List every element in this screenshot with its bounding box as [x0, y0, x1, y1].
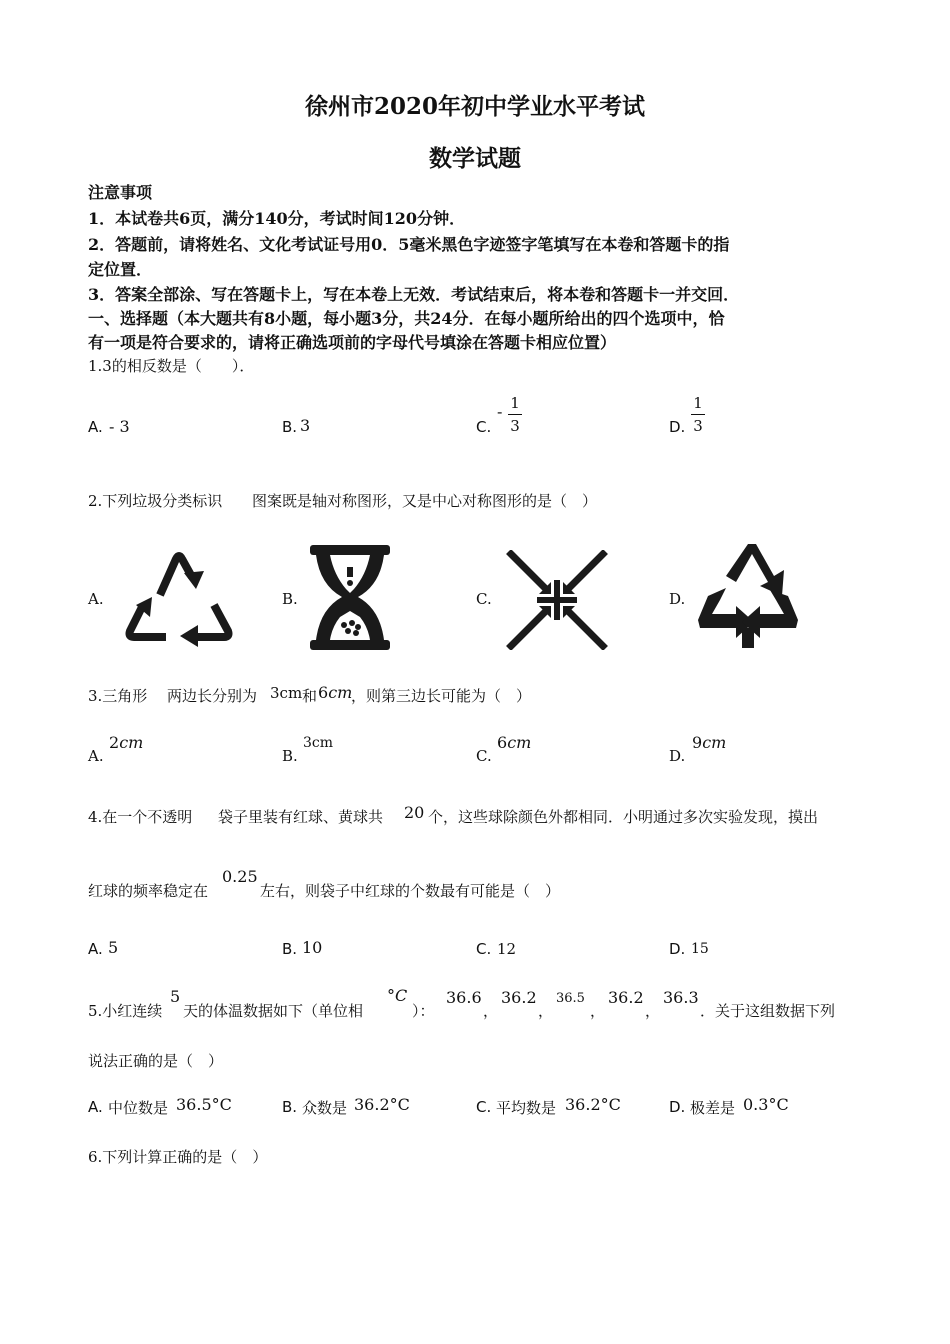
question-1-stem: 1.3的相反数是（ ）．	[88, 357, 255, 375]
question-5-stem-b: 天的体温数据如下（单位相	[183, 1002, 364, 1020]
q1-option-d-fraction	[691, 394, 705, 435]
q1-option-b-label: B.	[282, 418, 298, 436]
question-3-stem-a: 3.三角形	[88, 687, 148, 705]
q5-comma-3: ，	[590, 1002, 606, 1020]
question-4-line-2-b: 左右，则袋子中红球的个数最有可能是（ ）	[260, 882, 561, 900]
notice-item-1: 1．本试卷共6页，满分140分，考试时间120分钟．	[88, 209, 466, 228]
page-subtitle: 数学试题	[429, 145, 521, 172]
question-4-stem-b: 袋子里装有红球、黄球共	[218, 808, 384, 826]
question-2-stem-b: 图案既是轴对称图形，又是中心对称图形的是（ ）	[252, 492, 598, 510]
notice-item-3: 3．答案全部涂、写在答题卡上，写在本卷上无效．考试结束后，将本卷和答题卡一并交回．	[88, 285, 740, 304]
q4-option-b-label: B.	[282, 940, 298, 958]
q1-option-b-value: 3	[300, 416, 311, 435]
q4-frequency: 0.25	[222, 867, 258, 886]
question-5-line-2: 说法正确的是（ ）	[88, 1052, 224, 1070]
q5-option-b-value: 36.2°C	[354, 1095, 410, 1114]
question-5-stem-c: ）：	[412, 1002, 435, 1020]
q5-days: 5	[170, 987, 181, 1006]
q3-and: 和	[302, 687, 318, 705]
q4-option-c-value: 12	[497, 940, 517, 958]
arrow-triangle-icon	[696, 540, 800, 652]
question-2-stem-a: 2.下列垃圾分类标识	[88, 492, 223, 510]
q3-option-c-label: C.	[476, 747, 492, 765]
q2-option-d-label: D.	[669, 590, 686, 608]
q2-option-c-label: C.	[476, 590, 492, 608]
q3-option-b-value: 3cm	[303, 735, 334, 751]
q4-option-a-label: A.	[88, 940, 103, 958]
q5-temp-2: 36.2	[501, 988, 537, 1007]
q5-temp-4: 36.2	[608, 988, 644, 1007]
q1-option-c-sign: -	[497, 402, 503, 421]
recycle-triangle-icon	[120, 545, 238, 647]
q1-option-d-label: D.	[669, 418, 686, 436]
q3-length-2	[318, 683, 352, 702]
q3-option-d-label: D.	[669, 747, 686, 765]
q4-option-b-value: 10	[302, 938, 323, 957]
section-heading-line-1: 一、选择题（本大题共有8小题，每小题3分，共24分．在每小题所给出的四个选项中，恰	[88, 309, 725, 328]
q5-option-a-label: A.	[88, 1098, 103, 1116]
q3-option-a-number: 2	[109, 733, 120, 752]
q1-option-c-label: C.	[476, 418, 492, 436]
q2-option-b-label: B.	[282, 590, 298, 608]
q3-option-c-value	[497, 733, 531, 752]
q1-option-d-numerator: 1	[693, 394, 703, 412]
q3-option-d-number: 9	[692, 733, 703, 752]
q5-option-c-value: 36.2°C	[565, 1095, 621, 1114]
question-3-stem-c: ，则第三边长可能为（ ）	[351, 687, 532, 705]
question-6-stem: 6.下列计算正确的是（ ）	[88, 1148, 268, 1166]
q2-option-a-label: A.	[88, 590, 104, 608]
q3-option-a-label: A.	[88, 747, 104, 765]
section-heading-line-2: 有一项是符合要求的，请将正确选项前的字母代号填涂在答题卡相应位置）	[88, 333, 617, 352]
q5-comma-1: ，	[483, 1002, 499, 1020]
question-5-stem-a: 5.小红连续	[88, 1002, 163, 1020]
question-4-stem-c: 个，这些球除颜色外都相同．小明通过多次实验发现，摸出	[428, 808, 819, 826]
q5-option-d-value: 0.3°C	[743, 1095, 789, 1114]
q1-option-c-denominator: 3	[510, 417, 520, 435]
q5-option-a-value: 36.5°C	[176, 1095, 232, 1114]
hourglass-icon	[310, 545, 390, 650]
q4-ball-count: 20	[404, 803, 425, 822]
q3-option-c-unit: cm	[507, 733, 532, 752]
q5-option-c-label: C.	[476, 1098, 492, 1116]
q5-option-b-text: 众数是	[302, 1099, 348, 1117]
q3-option-a-unit: cm	[119, 733, 144, 752]
question-5-stem-d: ．关于这组数据下列	[700, 1002, 836, 1020]
q4-option-c-label: C.	[476, 940, 492, 958]
q3-length-1: 3cm	[270, 684, 303, 702]
q1-option-a-label: A.	[88, 418, 103, 436]
q5-unit: °C	[387, 986, 408, 1005]
q4-option-a-value: 5	[108, 938, 119, 957]
notice-item-2: 2．答题前，请将姓名、文化考试证号用0．5毫米黑色字迹签字笔填写在本卷和答题卡的指	[88, 235, 730, 254]
page-title: 徐州市2020年初中学业水平考试	[304, 93, 645, 120]
q5-comma-2: ，	[538, 1002, 554, 1020]
q3-length-2-number: 6	[318, 683, 329, 702]
q3-option-d-value	[692, 733, 726, 752]
q1-option-c-numerator: 1	[510, 394, 520, 412]
q1-option-d-denominator: 3	[693, 417, 703, 435]
q5-comma-4: ，	[645, 1002, 661, 1020]
q4-option-d-value: 15	[691, 941, 709, 957]
q5-temp-5: 36.3	[663, 988, 699, 1007]
question-4-stem-a: 4.在一个不透明	[88, 808, 193, 826]
q3-option-d-unit: cm	[702, 733, 727, 752]
q5-option-d-label: D.	[669, 1098, 686, 1116]
q1-option-c-fraction	[508, 394, 522, 435]
q4-option-d-label: D.	[669, 940, 686, 958]
q5-option-b-label: B.	[282, 1098, 298, 1116]
q5-option-a-text: 中位数是	[108, 1099, 169, 1117]
q5-option-c-text: 平均数是	[496, 1099, 557, 1117]
q5-temp-1: 36.6	[446, 988, 482, 1007]
notice-heading: 注意事项	[88, 183, 153, 202]
q5-option-d-text: 极差是	[690, 1099, 736, 1117]
q3-option-a-value	[109, 733, 143, 752]
q5-temp-3: 36.5	[556, 991, 585, 1006]
q3-length-2-unit: cm	[328, 683, 353, 702]
notice-item-2-cont: 定位置．	[88, 260, 153, 279]
inward-arrows-icon	[505, 550, 609, 650]
q3-option-c-number: 6	[497, 733, 508, 752]
q3-option-b-label: B.	[282, 747, 298, 765]
question-4-line-2-a: 红球的频率稳定在	[88, 882, 209, 900]
q1-option-a-value: - 3	[109, 417, 130, 436]
question-3-stem-b: 两边长分别为	[167, 687, 258, 705]
